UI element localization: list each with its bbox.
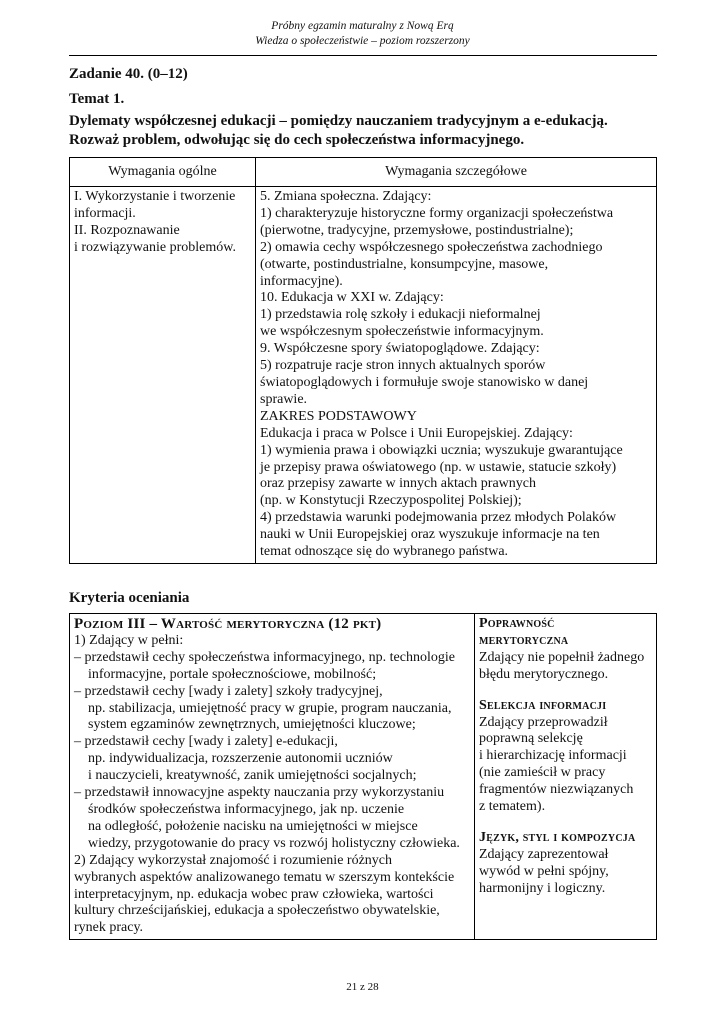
criteria-line: wybranych aspektów analizowanego tematu w szerszym kontekście: [74, 869, 455, 885]
detailed-line: 1) charakteryzuje historyczne formy organizacji społeczeństwa: [260, 205, 614, 221]
correctness-line: Zdający nie popełnił żadnego: [479, 649, 645, 665]
task-title: Zadanie 40. (0–12): [69, 66, 188, 82]
detailed-line: (pierwotne, tradycyjne, przemysłowe, postindustrialne);: [260, 222, 574, 238]
detailed-line: 4) przedstawia warunki podejmowania przez młodych Polaków: [260, 510, 617, 526]
detailed-line: je przepisy prawa oświatowego (np. w ustawie, statucie szkoły): [260, 459, 617, 475]
criteria-line: wiedzy, przygotowanie do pracy vs rozwój holistyczny człowieka.: [88, 835, 460, 851]
language-line: harmonijny i logiczny.: [479, 880, 606, 896]
general-line: I. Wykorzystanie i tworzenie: [74, 189, 236, 204]
criteria-line: środków społeczeństwa informacyjnego, jak np. uczenie: [88, 801, 405, 817]
criteria-line: – przedstawił cechy społeczeństwa informacyjnego, np. technologie: [74, 649, 455, 665]
detailed-line: sprawie.: [260, 391, 308, 407]
running-header: [0, 19, 725, 49]
selection-line: i hierarchizację informacji: [479, 748, 627, 764]
requirements-table: [69, 157, 657, 564]
detailed-line: 5) rozpatruje racje stron innych aktualnych sporów: [260, 358, 546, 374]
criteria-line: system egzaminów zewnętrznych, umiejętności kluczowe;: [88, 717, 416, 733]
selection-line: z tematem).: [479, 799, 546, 815]
general-line: informacji.: [74, 205, 136, 221]
detailed-line: nauki w Unii Europejskiej oraz wyszukuje informacje na ten: [260, 527, 600, 543]
detailed-line: 9. Współczesne spory światopoglądowe. Zdający:: [260, 341, 540, 357]
selection-line: poprawną selekcję: [479, 731, 583, 747]
criteria-line: 1) Zdający w pełni:: [74, 632, 184, 648]
language-line: wywód w pełni spójny,: [479, 863, 609, 879]
detailed-line: informacyjne).: [260, 273, 343, 289]
criteria-line: – przedstawił cechy [wady i zalety] e-edukacji,: [74, 734, 338, 750]
detailed-line: 5. Zmiana społeczna. Zdający:: [260, 189, 432, 204]
col-detailed-header: Wymagania szczegółowe: [256, 158, 657, 187]
general-requirements-cell: [70, 187, 256, 564]
correctness-line: błędu merytorycznego.: [479, 666, 609, 682]
detailed-line: 1) przedstawia rolę szkoły i edukacji nieformalnej: [260, 307, 541, 323]
detailed-line: 10. Edukacja w XXI w. Zdający:: [260, 290, 444, 306]
criteria-line: kultury chrześcijańskiej, edukacja a społeczeństwo obywatelskie,: [74, 903, 440, 919]
selection-line: (nie zamieścił w pracy: [479, 765, 606, 781]
criteria-line: 2) Zdający wykorzystał znajomość i rozumienie różnych: [74, 852, 392, 868]
general-line: i rozwiązywanie problemów.: [74, 239, 236, 255]
detailed-line: temat odnoszące się do wybranego państwa.: [260, 544, 509, 560]
language-title: Język, styl i kompozycja: [479, 829, 636, 845]
criteria-line: na odległość, położenie nacisku na umiejętności w miejsce: [88, 818, 418, 834]
page-number: 21 z 28: [346, 981, 379, 993]
level-cell: [70, 614, 475, 940]
side-criteria-cell: [475, 614, 657, 940]
detailed-line: światopoglądowych i formułuje swoje stanowisko w danej: [260, 374, 589, 390]
criteria-line: interpretacyjnym, np. edukacja wobec praw człowieka, wartości: [74, 886, 434, 902]
criteria-table: [69, 613, 657, 940]
criteria-line: np. indywidualizacja, rozszerzenie autonomii uczniów: [88, 751, 393, 767]
col-general-header: Wymagania ogólne: [70, 158, 256, 187]
detailed-requirements-cell: [256, 187, 657, 564]
detailed-line: oraz przepisy zawarte w innych aktach prawnych: [260, 476, 536, 492]
selection-line: Zdający przeprowadził: [479, 714, 608, 730]
detailed-line: Edukacja i praca w Polsce i Unii Europejskiej. Zdający:: [260, 425, 573, 441]
criteria-line: – przedstawił cechy [wady i zalety] szkoły tradycyjnej,: [74, 683, 383, 699]
header-divider: [69, 55, 657, 56]
level-title: Poziom III – Wartość merytoryczna (12 pkt): [74, 616, 382, 632]
criteria-line: rynek pracy.: [74, 920, 144, 936]
topic-label: Temat 1.: [69, 91, 125, 107]
selection-title: Selekcja informacji: [479, 697, 607, 713]
general-line: II. Rozpoznawanie: [74, 222, 180, 238]
criteria-heading: Kryteria oceniania: [69, 590, 190, 606]
detailed-line: ZAKRES PODSTAWOWY: [260, 408, 417, 424]
detailed-line: (otwarte, postindustrialne, konsumpcyjne, masowe,: [260, 256, 549, 272]
criteria-line: i nauczycieli, kreatywność, zanik umiejętności socjalnych;: [88, 768, 417, 784]
topic-text: Dylematy współczesnej edukacji – pomiędzy nauczaniem tradycyjnym a e-edukacją. Rozważ problem, odwołując się do cech społeczeństwa informacyjnego.: [69, 113, 608, 148]
detailed-line: we współczesnym społeczeństwie informacyjnym.: [260, 324, 544, 340]
criteria-line: np. stabilizacja, umiejętność pracy w grupie, program nauczania,: [88, 700, 452, 716]
criteria-line: informacyjne, portale społecznościowe, mobilność;: [88, 666, 377, 682]
detailed-line: 2) omawia cechy współczesnego społeczeństwa zachodniego: [260, 239, 603, 255]
language-line: Zdający zaprezentował: [479, 846, 609, 862]
criteria-line: – przedstawił innowacyjne aspekty nauczania przy wykorzystaniu: [74, 785, 445, 801]
selection-line: fragmentów niezwiązanych: [479, 782, 634, 798]
correctness-title: Poprawność: [479, 616, 555, 631]
exam-title: Próbny egzamin maturalny z Nową Erą: [271, 20, 454, 32]
exam-subtitle: Wiedza o społeczeństwie – poziom rozszerzony: [255, 35, 470, 47]
detailed-line: 1) wymienia prawa i obowiązki ucznia; wyszukuje gwarantujące: [260, 442, 623, 458]
correctness-title-cont: merytoryczna: [479, 632, 569, 648]
detailed-line: (np. w Konstytucji Rzeczypospolitej Polskiej);: [260, 493, 522, 509]
